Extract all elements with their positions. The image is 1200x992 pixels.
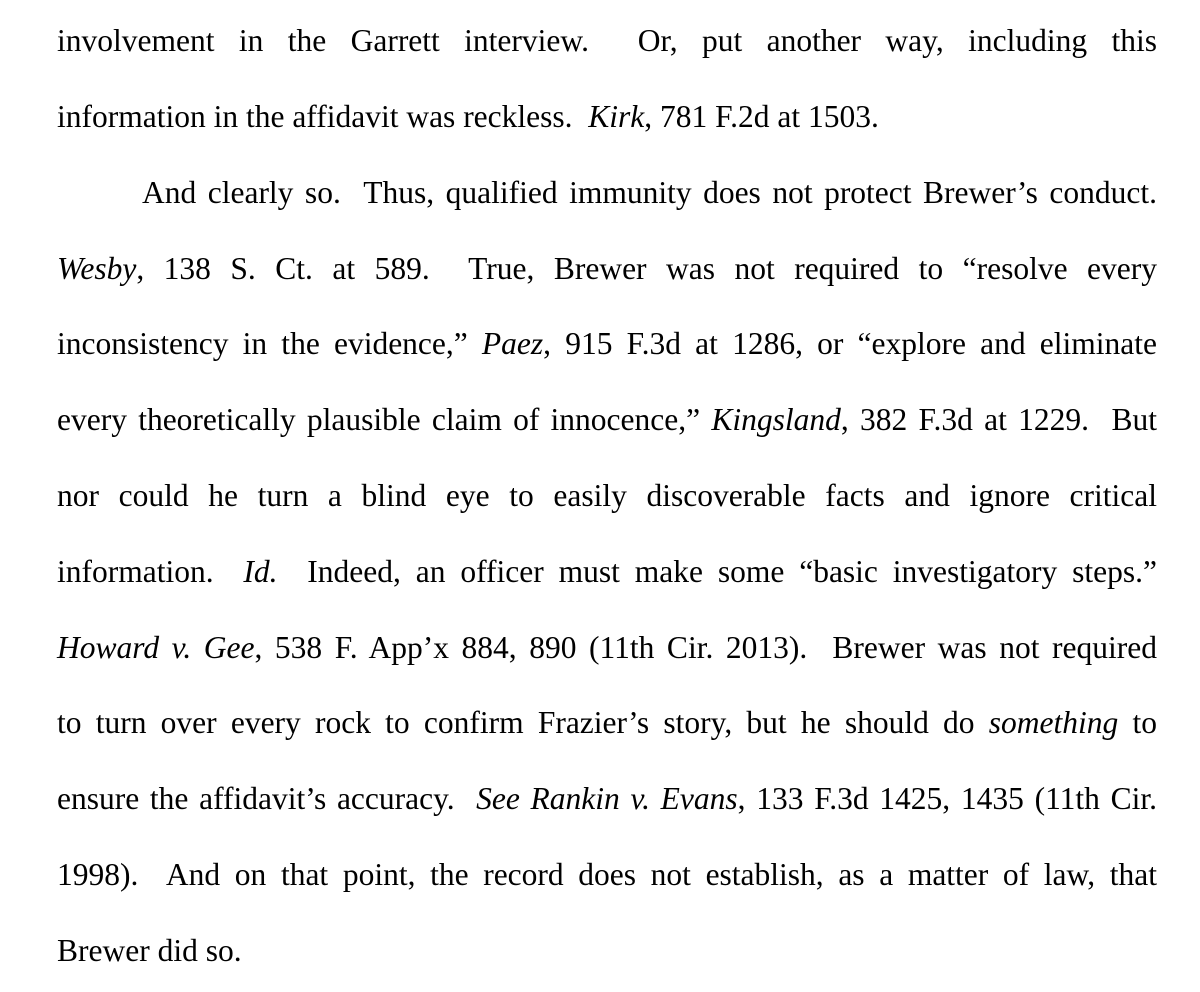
body-text: Brewer did so. <box>57 933 242 968</box>
text-line <box>57 552 1157 592</box>
body-text: , 915 F.3d at 1286, or “explore and eliminate <box>543 326 1157 361</box>
body-text: inconsistency in the evidence,” <box>57 326 482 361</box>
italic-citation-text: Kirk <box>588 99 645 134</box>
body-text: ensure the affidavit’s accuracy. <box>57 781 477 816</box>
text-line <box>57 703 1157 743</box>
body-text: 1998). And on that point, the record does not establish, as a matter of law, that <box>57 857 1157 892</box>
body-text: , 538 F. App’x 884, 890 (11th Cir. 2013). Brewer was not required <box>254 630 1157 665</box>
italic-citation-text: Paez <box>481 326 544 361</box>
body-text: information. <box>57 554 244 589</box>
text-line <box>57 324 1157 364</box>
text-line <box>57 628 1157 668</box>
text-line <box>57 249 1157 289</box>
text-line <box>57 97 1157 137</box>
text-line <box>57 173 1157 213</box>
italic-citation-text: something <box>988 705 1119 740</box>
text-line <box>57 400 1157 440</box>
body-text: , 382 F.3d at 1229. But <box>840 402 1157 437</box>
text-line <box>57 855 1157 895</box>
body-text: , 781 F.2d at 1503. <box>644 99 879 134</box>
body-text: every theoretically plausible claim of innocence,” <box>57 402 712 437</box>
body-text: to turn over every rock to confirm Frazier’s story, but he should do <box>57 705 989 740</box>
text-line <box>57 931 1157 971</box>
text-line <box>57 779 1157 819</box>
text-line <box>57 21 1157 61</box>
text-line <box>57 476 1157 516</box>
italic-citation-text: Wesby <box>57 251 137 286</box>
italic-citation-text: Howard v. Gee <box>57 630 255 665</box>
italic-citation-text: Id. <box>243 554 278 589</box>
body-text: involvement in the Garrett interview. Or, put another way, including this <box>57 23 1157 58</box>
body-text: Indeed, an officer must make some “basic investigatory steps.” <box>277 554 1158 589</box>
body-text: to <box>1118 705 1157 740</box>
italic-citation-text: Kingsland <box>711 402 841 437</box>
body-text: , 138 S. Ct. at 589. True, Brewer was not required to “resolve every <box>136 251 1157 286</box>
body-text: information in the affidavit was reckless. <box>57 99 589 134</box>
italic-citation-text: See Rankin v. Evans <box>476 781 738 816</box>
body-text: , 133 F.3d 1425, 1435 (11th Cir. <box>737 781 1157 816</box>
body-text: nor could he turn a blind eye to easily discoverable facts and ignore critical <box>57 478 1157 513</box>
body-text: And clearly so. Thus, qualified immunity does not protect Brewer’s conduct. <box>142 175 1157 210</box>
